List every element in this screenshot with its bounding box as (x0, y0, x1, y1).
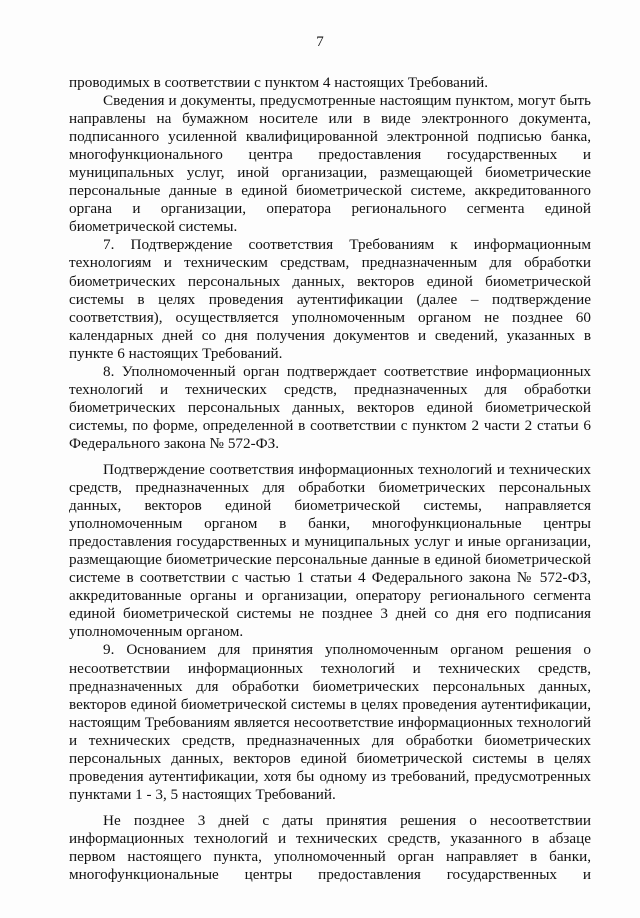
paragraph-item-9: 9. Основанием для принятия уполномоченным органом решения о несоответствии информационных технологий и технических средств, предназначенных для обработки биометрических персональных данных, векторов единой биометрической системы в целях проведения аутентификации, настоящим Требованиям является несоответствие информационных технологий и технических средств, предназначенных для обработки биометрических персональных данных, векторов единой биометрической системы в целях проведения аутентификации, хотя бы одному из требований, предусмотренных пунктами 1 - 3, 5 настоящих Требований. (69, 641, 591, 803)
paragraph-item-7: 7. Подтверждение соответствия Требованиям к информационным технологиям и техническим средствам, предназначенным для обработки биометрических персональных данных, векторов единой биометрической системы в целях проведения аутентификации (далее – подтверждение соответствия), осуществляется уполномоченным органом не позднее 60 календарных дней со дня получения документов и сведений, указанных в пункте 6 настоящих Требований. (69, 236, 591, 362)
paragraph-item-8: 8. Уполномоченный орган подтверждает соответствие информационных технологий и технических средств, предназначенных для обработки биометрических персональных данных, векторов единой биометрической системы, по форме, определенной в соответствии с пунктом 2 части 2 статьи 6 Федерального закона № 572-ФЗ. (69, 362, 591, 452)
paragraph-confirmation-sending: Подтверждение соответствия информационных технологий и технических средств, предназначенных для обработки биометрических персональных данных, векторов единой биометрической системы, направляется уполномоченным органом в банки, многофункциональные центры предоставления государственных и муниципальных услуг и иные организации, размещающие биометрические персональные данные в единой биометрической системе в соответствии с частью 1 статьи 4 Федерального закона № 572-ФЗ, аккредитованные органы и организации, оператору регионального сегмента единой биометрической системы не позднее 3 дней со дня его подписания уполномоченным органом. (69, 460, 591, 641)
paragraph-submission-methods: Сведения и документы, предусмотренные настоящим пунктом, могут быть направлены на бумажном носителе или в виде электронного документа, подписанного усиленной квалифицированной электронной подписью банка, многофункционального центра предоставления государственных и муниципальных услуг, иной организации, размещающей биометрические персональные данные в единой биометрической системе, аккредитованного органа и организации, оператора регионального сегмента единой биометрической системы. (69, 92, 591, 236)
page-number: 7 (316, 34, 324, 50)
paragraph-continuation: проводимых в соответствии с пунктом 4 настоящих Требований. (69, 74, 489, 91)
paragraph-non-compliance-notice: Не позднее 3 дней с даты принятия решения о несоответствии информационных технологий и технических средств, указанного в абзаце первом настоящего пункта, уполномоченный орган направляет в банки, многофункциональные центры предоставления государственных и (69, 811, 591, 884)
document-body (69, 74, 591, 884)
